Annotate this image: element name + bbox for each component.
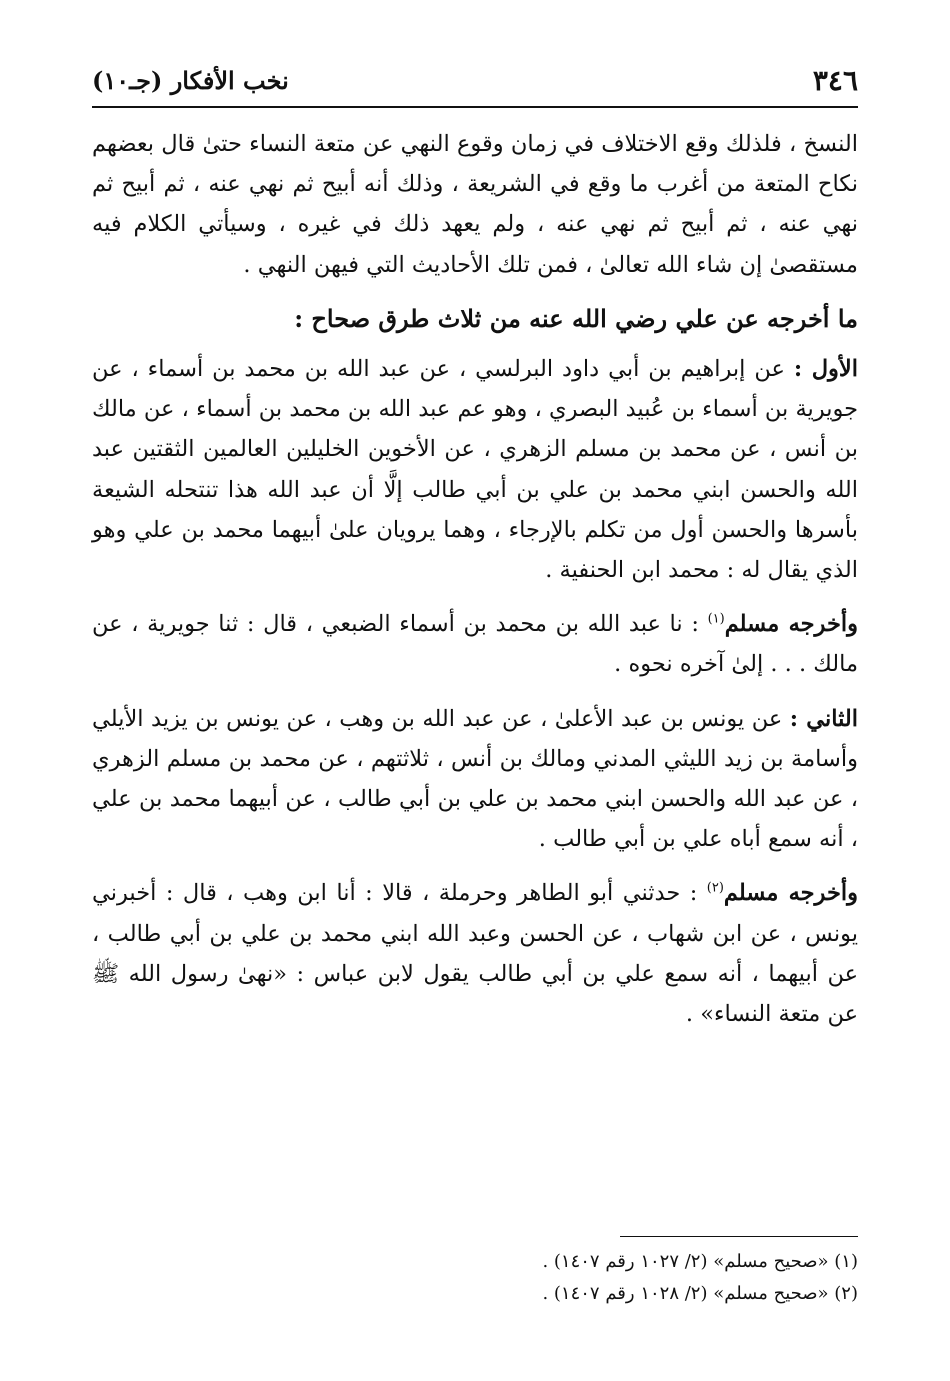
paragraph-lead: وأخرجه مسلم xyxy=(723,880,858,907)
footnote-item: (٢) «صحيح مسلم» (٢/ ١٠٢٨ رقم ١٤٠٧) . xyxy=(542,1283,858,1304)
header-rule xyxy=(92,106,858,108)
footnotes xyxy=(92,1246,858,1310)
paragraph-muslim-1 xyxy=(92,604,858,684)
footnote-item: (١) «صحيح مسلم» (٢/ ١٠٢٧ رقم ١٤٠٧) . xyxy=(542,1251,858,1272)
footnote-ref: (١) xyxy=(707,611,725,627)
page-number: ٣٤٦ xyxy=(812,63,858,97)
paragraph-body: عن إبراهيم بن أبي داود البرلسي ، عن عبد الله بن محمد بن أسماء ، عن جويرية بن أسماء بن عُبيد البصري ، وهو عم عبد الله بن محمد بن أسماء ، عن مالك بن أنس ، عن محمد بن مسلم الزهري ، عن الأخوين الخليلين العالمين الثقتين عبد الله والحسن ابني محمد بن علي بن أبي طالب إلَّا أن عبد الله هذا تنتحله الشيعة بأسرها والحسن أول من تكلم بالإرجاء ، وهما يرويان علىٰ أبيهما محمد بن علي وهو الذي يقال له : محمد ابن الحنفية . xyxy=(92,356,858,584)
main-text xyxy=(92,124,858,1048)
paragraph-first-chain xyxy=(92,349,858,590)
paragraph-lead: الثاني : xyxy=(789,705,858,732)
paragraph-body: : نا عبد الله بن محمد بن أسماء الضبعي ، قال : ثنا جويرية ، عن مالك . . . إلىٰ آخره نحوه . xyxy=(92,611,858,678)
paragraph-body: عن يونس بن عبد الأعلىٰ ، عن عبد الله بن وهب ، عن يونس بن يزيد الأيلي وأسامة بن زيد الليثي المدني ومالك بن أنس ، ثلاثتهم ، عن محمد بن مسلم الزهري ، عن عبد الله والحسن ابني محمد بن علي بن أبي طالب ، عن أبيهما محمد بن علي ، أنه سمع أباه علي بن أبي طالب . xyxy=(92,705,858,853)
book-title: نخب الأفكار (جـ١٠) xyxy=(92,65,289,95)
page-header xyxy=(92,60,858,100)
paragraph-second-chain xyxy=(92,699,858,860)
paragraph-intro: النسخ ، فلذلك وقع الاختلاف في زمان وقوع النهي عن متعة النساء حتىٰ قال بعضهم نكاح المتعة من أغرب ما وقع في الشريعة ، وذلك أنه أبيح ثم نهي عنه ، ثم أبيح ثم نهي عنه ، ثم أبيح ثم نهي عنه ، ولم يعهد ذلك في غيره ، وسيأتي الكلام فيه مستقصىٰ إن شاء الله تعالىٰ ، فمن تلك الأحاديث التي فيهن النهي . xyxy=(92,131,858,278)
section-heading: ما أخرجه عن علي رضي الله عنه من ثلاث طرق صحاح : xyxy=(294,303,858,333)
footnote-ref: (٢) xyxy=(706,880,724,896)
paragraph-muslim-2 xyxy=(92,873,858,1034)
paragraph-body: : حدثني أبو الطاهر وحرملة ، قالا : أنا ابن وهب ، قال : أخبرني يونس ، عن ابن شهاب ، عن الحسن وعبد الله ابني محمد بن علي بن أبي طالب ، عن أبيهما ، أنه سمع علي بن أبي طالب يقول لابن عباس : «نهىٰ رسول الله ﷺ عن متعة النساء» . xyxy=(92,880,858,1028)
paragraph-lead: وأخرجه مسلم xyxy=(724,611,858,638)
paragraph-lead: الأول : xyxy=(793,356,859,383)
footnote-rule xyxy=(620,1236,858,1237)
